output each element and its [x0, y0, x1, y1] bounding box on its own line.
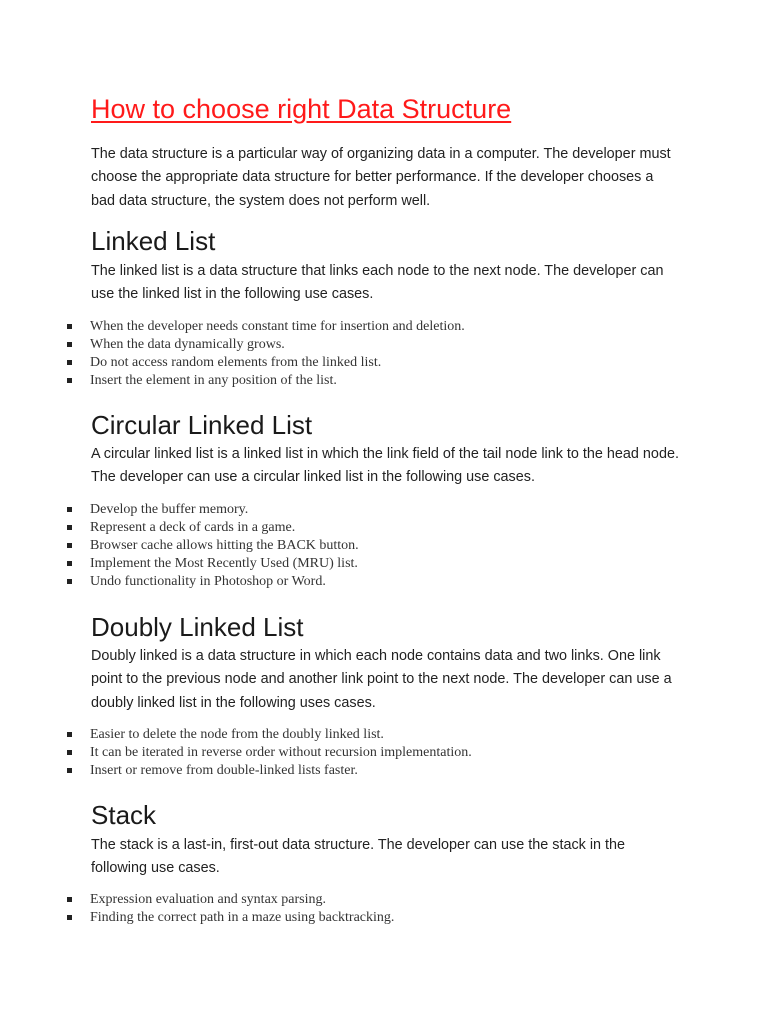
square-bullet-icon	[67, 378, 72, 383]
section-description-circular-linked-list: A circular linked list is a linked list in which the link field of the tail node link to the head node. The developer can use a circular linked list in the following use cases.	[91, 446, 679, 486]
square-bullet-icon	[67, 915, 72, 920]
square-bullet-icon	[67, 897, 72, 902]
square-bullet-icon	[67, 579, 72, 584]
square-bullet-icon	[67, 324, 72, 329]
square-bullet-icon	[67, 342, 72, 347]
section-heading-circular-linked-list: Circular Linked List	[91, 410, 313, 440]
document-page: How to choose right Data Structure The data structure is a particular way of organizing data in a computer. The developer must choose the appropriate data structure for better performance. If the developer chooses a bad data structure, the system does not perform well. Linked List The linked list is a data structure that links each node to the next node. The developer can use the linked list in the following use cases. When the developer needs constant time for insertion and deletion. When the data dynamically grows. Do not access random elements from the linked list. Insert the element in any position of the list. Circular Linked List A circular linked list is a linked list in which the link field of the tail node link to the head node. The developer can use a circular linked list in the following use cases. Develop the buffer memory. Represent a deck of cards in a game. Browser cache allows hitting the BACK button. Implement the Most Recently Used (MRU) list. Undo functionality in Photoshop or Word. Doubly Linked List Doubly linked is a data structure in which each node contains data and two links. One link point to the previous node and another link point to the next node. The developer can use a doubly linked list in the following uses cases. Easier to delete the node from the doubly linked list. It can be iterated in reverse order without recursion implementation. Insert or remove from double-linked lists faster. Stack The stack is a last-in, first-out data structure. The developer can use the stack in the following use cases. Expression evaluation and syntax parsing. Finding the correct path in a maze using backtracking.	[0, 0, 768, 1024]
section-heading-stack: Stack	[91, 800, 157, 830]
section-description-linked-list: The linked list is a data structure that links each node to the next node. The developer can use the linked list in the following use cases.	[91, 263, 664, 303]
section-heading-doubly-linked-list: Doubly Linked List	[91, 612, 304, 642]
square-bullet-icon	[67, 561, 72, 566]
square-bullet-icon	[67, 507, 72, 512]
square-bullet-icon	[67, 750, 72, 755]
square-bullet-icon	[67, 543, 72, 548]
square-bullet-icon	[67, 732, 72, 737]
section-heading-linked-list: Linked List	[91, 226, 216, 256]
square-bullet-icon	[67, 525, 72, 530]
square-bullet-icon	[67, 768, 72, 773]
page-title: How to choose right Data Structure	[91, 94, 512, 124]
intro-paragraph: The data structure is a particular way of organizing data in a computer. The developer must choose the appropriate data structure for better performance. If the developer chooses a bad data structure, the system does not perform well.	[91, 146, 671, 209]
section-description-stack: The stack is a last-in, first-out data structure. The developer can use the stack in the following use cases.	[91, 837, 626, 877]
section-description-doubly-linked-list: Doubly linked is a data structure in which each node contains data and two links. One link point to the previous node and another link point to the next node. The developer can use a doubly linked list in the following uses cases.	[91, 648, 672, 711]
square-bullet-icon	[67, 360, 72, 365]
